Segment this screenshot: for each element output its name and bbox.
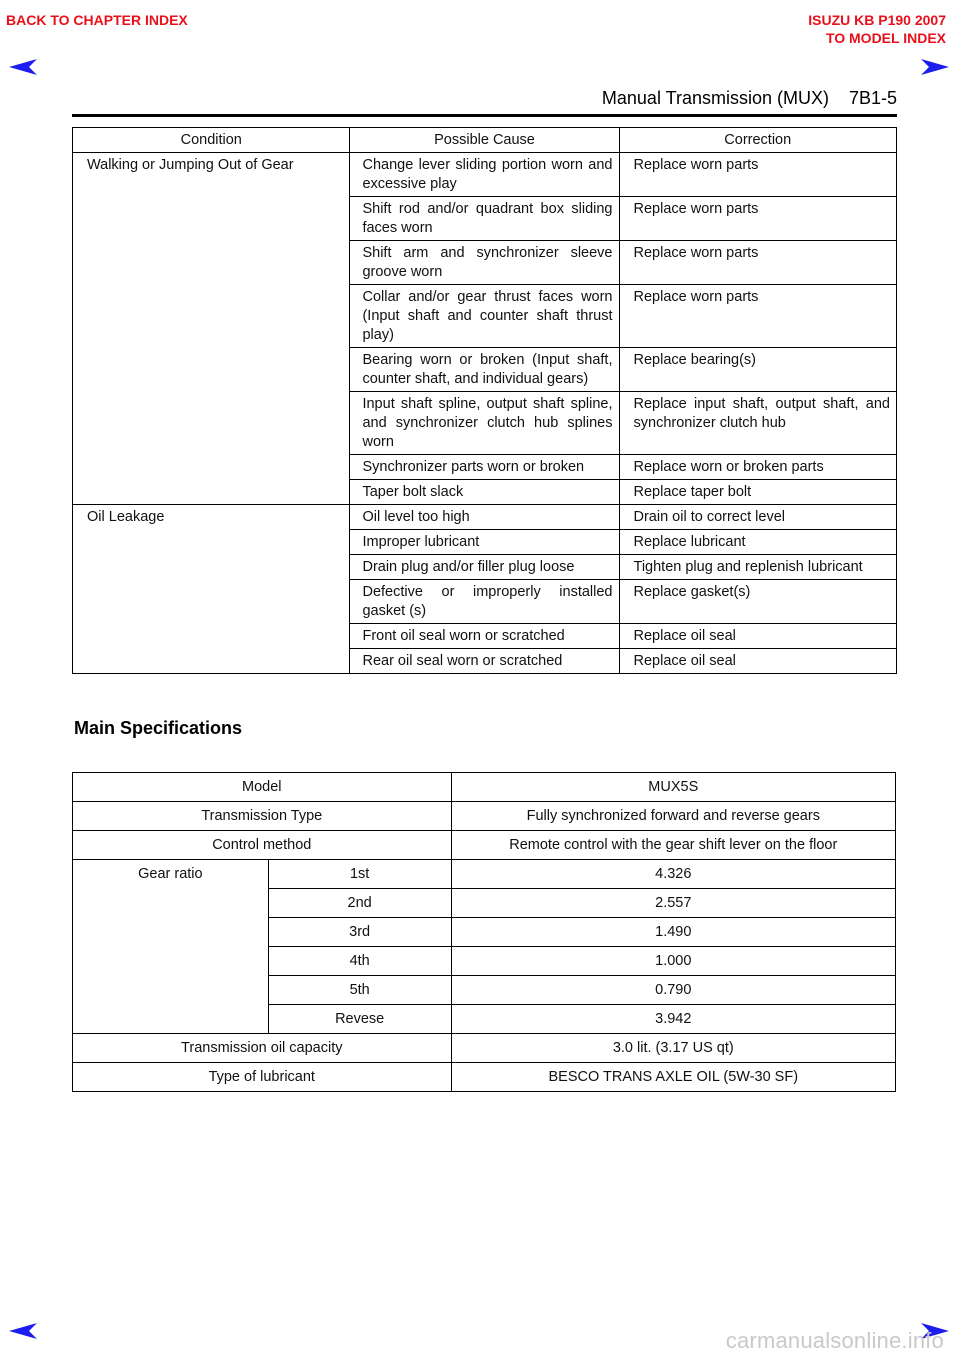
correction-cell: Replace worn parts	[619, 153, 897, 197]
gear-ratio-value: 1.000	[451, 947, 895, 976]
gear-name: 1st	[268, 860, 451, 889]
gear-ratio-value: 2.557	[451, 889, 895, 918]
page-header	[72, 86, 897, 117]
cause-cell: Defective or improperly installed gasket (s)	[350, 580, 619, 624]
cause-cell: Oil level too high	[350, 505, 619, 530]
gear-name: 5th	[268, 976, 451, 1005]
gear-ratio-value: 3.942	[451, 1005, 895, 1034]
back-to-chapter-index-link[interactable]: BACK TO CHAPTER INDEX	[6, 12, 188, 28]
table-row	[73, 1063, 896, 1092]
table-row	[73, 802, 896, 831]
watermark: carmanualsonline.info	[725, 1328, 944, 1353]
section-title: Main Specifications	[74, 718, 243, 738]
table-row	[73, 831, 896, 860]
gear-name: 3rd	[268, 918, 451, 947]
cause-cell: Front oil seal worn or scratched	[350, 624, 619, 649]
table-row	[73, 505, 897, 530]
cause-cell: Drain plug and/or filler plug loose	[350, 555, 619, 580]
gear-ratio-value: 0.790	[451, 976, 895, 1005]
table-header-row	[73, 128, 897, 153]
cause-cell: Change lever sliding portion worn and excessive play	[350, 153, 619, 197]
gear-ratio-value: 4.326	[451, 860, 895, 889]
spec-value: 3.0 lit. (3.17 US qt)	[451, 1034, 895, 1063]
correction-cell: Tighten plug and replenish lubricant	[619, 555, 897, 580]
cause-cell: Input shaft spline, output shaft spline, and synchronizer clutch hub splines worn	[350, 392, 619, 455]
model-index-label: TO MODEL INDEX	[825, 30, 946, 46]
prev-page-arrow-bottom-icon[interactable]	[8, 1322, 38, 1340]
correction-cell: Replace taper bolt	[619, 480, 897, 505]
prev-page-arrow-icon[interactable]	[8, 58, 38, 76]
cause-cell: Rear oil seal worn or scratched	[350, 649, 619, 674]
spec-label: Control method	[73, 831, 452, 860]
table-row	[73, 773, 896, 802]
spec-label: Transmission Type	[73, 802, 452, 831]
next-page-arrow-icon[interactable]	[920, 58, 950, 76]
model-title: ISUZU KB P190 2007	[808, 12, 946, 28]
to-model-index-link[interactable]	[808, 11, 946, 47]
table-row	[73, 860, 896, 889]
spec-value: Fully synchronized forward and reverse gears	[451, 802, 895, 831]
column-header-condition: Condition	[73, 128, 350, 153]
cause-cell: Synchronizer parts worn or broken	[350, 455, 619, 480]
gear-ratio-label: Gear ratio	[73, 860, 269, 1034]
spec-label: Model	[73, 773, 452, 802]
spec-value: Remote control with the gear shift lever on the floor	[451, 831, 895, 860]
spec-value: BESCO TRANS AXLE OIL (5W-30 SF)	[451, 1063, 895, 1092]
cause-cell: Shift arm and synchronizer sleeve groove worn	[350, 241, 619, 285]
cause-cell: Bearing worn or broken (Input shaft, counter shaft, and individual gears)	[350, 348, 619, 392]
correction-cell: Replace oil seal	[619, 649, 897, 674]
diagnosis-table	[72, 127, 897, 674]
correction-cell: Drain oil to correct level	[619, 505, 897, 530]
correction-cell: Replace worn parts	[619, 241, 897, 285]
correction-cell: Replace worn parts	[619, 197, 897, 241]
specifications-table	[72, 772, 896, 1092]
spec-label: Type of lubricant	[73, 1063, 452, 1092]
condition-cell: Walking or Jumping Out of Gear	[73, 153, 350, 505]
table-row	[73, 1034, 896, 1063]
correction-cell: Replace lubricant	[619, 530, 897, 555]
correction-cell: Replace oil seal	[619, 624, 897, 649]
cause-cell: Shift rod and/or quadrant box sliding faces worn	[350, 197, 619, 241]
correction-cell: Replace bearing(s)	[619, 348, 897, 392]
table-row	[73, 153, 897, 197]
correction-cell: Replace worn or broken parts	[619, 455, 897, 480]
cause-cell: Improper lubricant	[350, 530, 619, 555]
cause-cell: Taper bolt slack	[350, 480, 619, 505]
correction-cell: Replace gasket(s)	[619, 580, 897, 624]
gear-name: Revese	[268, 1005, 451, 1034]
correction-cell: Replace input shaft, output shaft, and synchronizer clutch hub	[619, 392, 897, 455]
gear-ratio-value: 1.490	[451, 918, 895, 947]
page-title: Manual Transmission (MUX) 7B1-5	[601, 88, 897, 108]
cause-cell: Collar and/or gear thrust faces worn (Input shaft and counter shaft thrust play)	[350, 285, 619, 348]
gear-name: 2nd	[268, 889, 451, 918]
condition-cell: Oil Leakage	[73, 505, 350, 674]
column-header-cause: Possible Cause	[350, 128, 619, 153]
correction-cell: Replace worn parts	[619, 285, 897, 348]
gear-name: 4th	[268, 947, 451, 976]
column-header-correction: Correction	[619, 128, 897, 153]
spec-label: Transmission oil capacity	[73, 1034, 452, 1063]
spec-value: MUX5S	[451, 773, 895, 802]
